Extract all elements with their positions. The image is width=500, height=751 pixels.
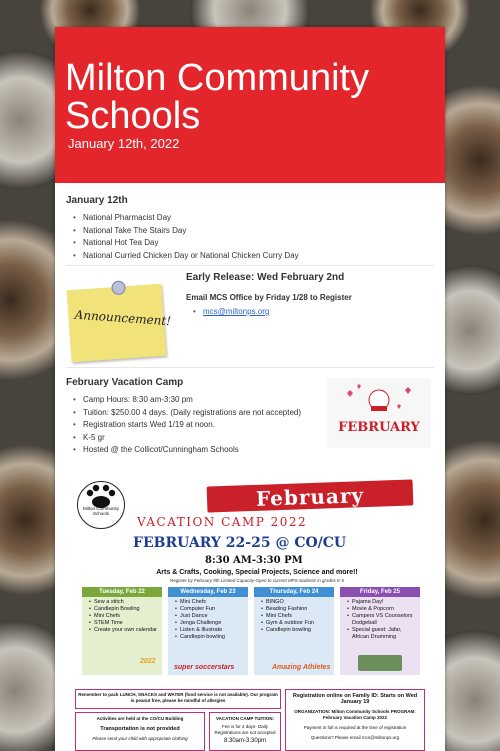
- list-item: • National Pharmacist Day: [83, 212, 299, 225]
- list-item: • Candlepin bowling: [180, 634, 246, 641]
- vacation-camp-title: VACATION CAMP 2022: [137, 515, 308, 529]
- camp-dates: FEBRUARY 22-25 @ CO/CU: [133, 535, 347, 551]
- vacation-heading: February Vacation Camp: [66, 377, 184, 388]
- registration-note: Register by February 9th Limited Capacity-Open to current MPS students in grades K-5: [169, 578, 345, 583]
- january-heading: January 12th: [66, 195, 128, 206]
- paw-icon: [78, 482, 124, 508]
- transport-text: Transportation is not provided: [100, 726, 180, 732]
- tuition-hours: 8:30am-3:30pm: [223, 738, 267, 744]
- list-item: • National Take The Stairs Day: [83, 225, 299, 238]
- list-item: • National Hot Tea Day: [83, 237, 299, 250]
- list-item: • Candlepin Bowling: [94, 606, 160, 613]
- list-item: • National Curried Chicken Day or National Chicken Curry Day: [83, 250, 299, 263]
- drumming-photo: [358, 655, 402, 671]
- vacation-camp-flyer: [67, 477, 433, 751]
- note-text: Announcement!: [74, 307, 172, 329]
- list-item: • Create your own calendar: [94, 627, 160, 634]
- list-item: • Mini Chefs: [180, 599, 246, 606]
- early-release-subheading: Email MCS Office by Friday 1/28 to Register: [186, 293, 352, 302]
- camp-hours: 8:30 AM-3:30 PM: [205, 555, 303, 566]
- soccerstars-logo: super soccerstars: [174, 664, 235, 671]
- tuition-heading: VACATION CAMP TUITION:: [216, 716, 274, 721]
- list-item: • Hosted @ the Collicot/Cunningham Schools: [83, 444, 301, 457]
- email-list: [186, 306, 352, 319]
- paw-logo: [77, 481, 125, 529]
- list-item: • Candlepin bowling: [266, 627, 332, 634]
- email-link[interactable]: mcs@miltonps.org: [203, 307, 270, 316]
- list-item: • Mini Chefs: [94, 613, 160, 620]
- february-image: [327, 378, 431, 448]
- section-divider: [66, 265, 434, 266]
- day-column-wednesday: [168, 587, 248, 675]
- remember-box: [75, 689, 281, 709]
- day-header: Tuesday, Feb 22: [82, 587, 162, 597]
- payment-text: Payment in full is required at the time of registration: [303, 725, 407, 730]
- list-item: • Special guest: Jafar, African Drumming: [352, 627, 418, 641]
- early-release-heading: Early Release: Wed February 2nd: [186, 272, 345, 283]
- newsletter-date: January 12th, 2022: [68, 136, 180, 151]
- vacation-list: [66, 394, 301, 457]
- list-item: • Mini Chefs: [266, 613, 332, 620]
- list-item: • Listen & Illustrate: [180, 627, 246, 634]
- list-item: • STEM Time: [94, 620, 160, 627]
- list-item: • Just Dance: [180, 613, 246, 620]
- activities-box: [75, 712, 205, 751]
- banner-text: February: [255, 483, 365, 511]
- registration-box: [285, 689, 425, 751]
- day-header: Wednesday, Feb 23: [168, 587, 248, 597]
- february-banner: [207, 479, 414, 512]
- list-item: • Beading Fashion: [266, 606, 332, 613]
- list-item: • Gym & outdoor Fun: [266, 620, 332, 627]
- early-release-section: [186, 272, 352, 319]
- clothing-text: Please send your child with appropriate clothing: [92, 736, 188, 741]
- heart-character-icon: [327, 378, 431, 448]
- list-item: • Sew a stitch: [94, 599, 160, 606]
- day-column-friday: [340, 587, 420, 675]
- amazing-athletes-logo: Amazing Athletes: [272, 664, 331, 671]
- list-item: • Computer Fun: [180, 606, 246, 613]
- school-logo-text: Milton Community Schools: [82, 506, 119, 516]
- registration-text: Registration online on Family ID: Starts on Wed January 19: [292, 693, 418, 705]
- day-column-tuesday: [82, 587, 162, 675]
- tuition-box: [209, 712, 281, 751]
- february-image-text: FEBRUARY: [338, 420, 420, 435]
- activities-summary: Arts & Crafts, Cooking, Special Projects, Science and more!!: [156, 569, 358, 576]
- newsletter-card: [55, 27, 445, 751]
- org-text: ORGANIZATION: Milton Community Schools PROGRAM: February Vacation Camp 2022: [294, 709, 416, 720]
- list-item: • BINGO: [266, 599, 332, 606]
- list-item: • Campers VS Counselors Dodgeball: [352, 613, 418, 627]
- day-column-thursday: [254, 587, 334, 675]
- section-divider: [66, 367, 434, 368]
- list-item: • Tuition: $250.00 4 days. (Daily registrations are not accepted): [83, 407, 301, 420]
- january-list: [66, 212, 299, 262]
- announcement-note-image: [67, 284, 172, 362]
- list-item: • Jenga Challenge: [180, 620, 246, 627]
- list-item: • Pajama Day!: [352, 599, 418, 606]
- list-item: • Registration starts Wed 1/19 at noon.: [83, 419, 301, 432]
- page-title: Milton Community Schools: [65, 57, 370, 137]
- pushpin-icon: [111, 280, 126, 295]
- header-banner: [55, 27, 445, 183]
- questions-text: Questions? Please email mcs@miltonps.org: [310, 735, 400, 740]
- list-item: • Camp Hours: 8:30 am-3:30 pm: [83, 394, 301, 407]
- remember-text: Remember to pack LUNCH, SNACKS and WATER (food service is not available). Our program is peanut free, please be mindful of allergies: [78, 692, 278, 703]
- list-item: • Movie & Popcorn: [352, 606, 418, 613]
- list-item: • K-5 gr: [83, 432, 301, 445]
- activities-text: Activities are held at the CO/CU Building: [96, 716, 184, 721]
- tuition-text: Fee is for 4 days- Daily Registrations are not accepted: [214, 724, 276, 735]
- year-logo: 2022: [140, 658, 156, 665]
- january-section: [66, 195, 299, 262]
- vacation-section: [66, 377, 301, 457]
- day-header: Friday, Feb 25: [340, 587, 420, 597]
- day-header: Thursday, Feb 24: [254, 587, 334, 597]
